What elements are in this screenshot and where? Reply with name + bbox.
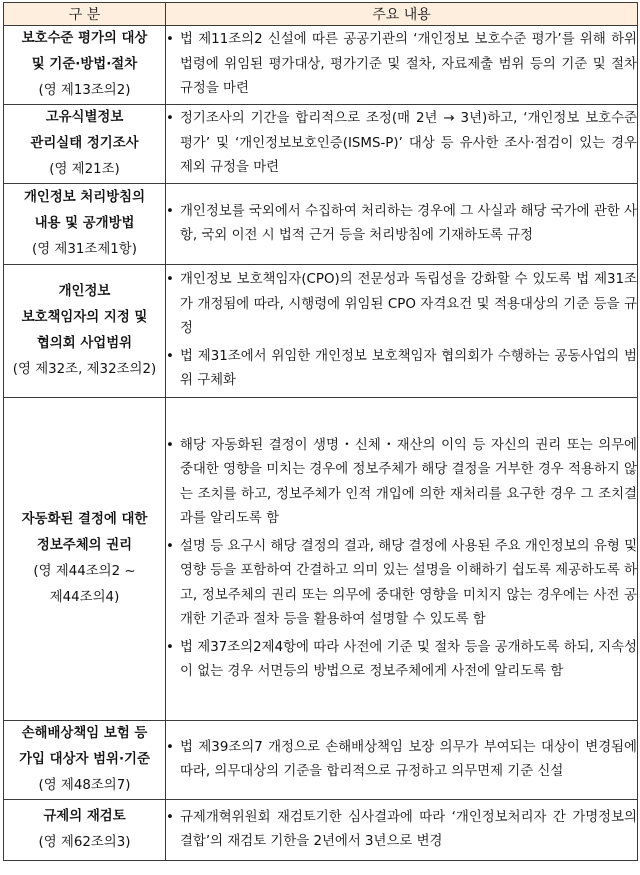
category-reference: (영 제48조의7) xyxy=(38,778,131,793)
content-cell xyxy=(166,265,638,398)
list-item xyxy=(166,200,637,249)
list-item xyxy=(166,535,637,633)
category-reference: 제44조의4) xyxy=(49,590,120,605)
bullet: • xyxy=(166,32,174,48)
item-text: 해당 자동화된 결정이 생명・신체・재산의 이익 등 자신의 권리 또는 의무에 중대한 영향을 미치는 경우에 정보주체가 해당 결정을 거부한 경우 적용하지 않는 조치를 하고, 정보주체가 인적 개입에 의한 재처리를 요구한 경우 그 조치결과를 알리도록 함 xyxy=(180,437,637,526)
category-title: 보호책임자의 지정 및 xyxy=(21,310,148,325)
list-item xyxy=(166,107,637,181)
category-reference: (영 제21조) xyxy=(49,162,120,177)
table-row xyxy=(4,265,638,398)
bullet: • xyxy=(166,203,174,219)
category-title: 및 기준·방법·절차 xyxy=(31,57,138,72)
category-title: 자동화된 결정에 대한 xyxy=(21,512,148,527)
table-header-row xyxy=(4,3,638,26)
list-item xyxy=(166,434,637,532)
category-title: 협의회 사업범위 xyxy=(36,336,133,351)
item-text: 설명 등 요구시 해당 결정의 결과, 해당 결정에 사용된 주요 개인정보의 유형 및 영향 등을 포함하여 간결하고 의미 있는 설명을 이해하기 쉽도록 제공하도록 하고, 정보주체의 권리 또는 의무에 중대한 영향을 미치지 않는 경우에는 사전 공개한 기준과 절차 등을 활용하여 설명할 수 있도록 함 xyxy=(180,538,637,627)
category-reference: (영 제13조의2) xyxy=(38,83,131,98)
category-title: 손해배상책임 보험 등 xyxy=(21,726,148,741)
bullet: • xyxy=(166,739,174,755)
bullet: • xyxy=(166,639,174,655)
category-title: 보호수준 평가의 대상 xyxy=(21,31,148,46)
category-title: 정보주체의 권리 xyxy=(36,538,133,553)
category-cell xyxy=(4,398,166,721)
category-reference: (영 제32조, 제32조의2) xyxy=(12,362,157,377)
list-item xyxy=(166,28,637,102)
category-title: 규제의 재검토 xyxy=(43,809,126,824)
category-title: 개인정보 xyxy=(58,284,111,299)
table-row xyxy=(4,184,638,265)
header-category: 구 분 xyxy=(4,3,166,26)
bullet: • xyxy=(166,272,174,288)
content-cell xyxy=(166,721,638,800)
table-row xyxy=(4,26,638,105)
bullet: • xyxy=(166,348,174,364)
item-text: 법 제11조의2 신설에 따른 공공기관의 ‘개인정보 보호수준 평가’를 위해 하위 법령에 위임된 평가대상, 평가기준 및 절차, 자료제출 범위 등의 기준 및 절차 규정을 마련 xyxy=(180,32,637,97)
item-text: 개인정보를 국외에서 수집하여 처리하는 경우에 그 사실과 해당 국가에 관한 사항, 국외 이전 시 법적 근거 등을 처리방침에 기재하도록 규정 xyxy=(180,203,637,243)
header-main-content: 주요 내용 xyxy=(166,3,638,26)
category-cell xyxy=(4,184,166,265)
bullet: • xyxy=(166,538,174,554)
item-text: 정기조사의 기간을 합리적으로 조정(매 2년 → 3년)하고, ‘개인정보 보호수준 평가’ 및 ‘개인정보보호인증(ISMS-P)’ 대상 등 유사한 조사·점검이 있는 경우 제외 규정을 마련 xyxy=(180,111,637,176)
content-cell xyxy=(166,800,638,861)
category-cell xyxy=(4,265,166,398)
table-row xyxy=(4,398,638,721)
category-cell xyxy=(4,721,166,800)
list-item xyxy=(166,268,637,342)
table-row xyxy=(4,105,638,184)
table-row xyxy=(4,800,638,861)
category-title: 관리실태 정기조사 xyxy=(30,136,139,151)
content-cell xyxy=(166,184,638,265)
category-cell xyxy=(4,105,166,184)
category-title: 개인정보 처리방침의 xyxy=(23,190,146,205)
table-row xyxy=(4,721,638,800)
bullet: • xyxy=(166,809,174,825)
category-reference: (영 제62조의3) xyxy=(38,835,131,850)
category-reference: (영 제44조의2 ~ xyxy=(33,564,136,579)
content-cell xyxy=(166,26,638,105)
list-item xyxy=(166,345,637,394)
category-cell xyxy=(4,26,166,105)
category-title: 내용 및 공개방법 xyxy=(34,216,135,231)
content-cell xyxy=(166,398,638,721)
list-item xyxy=(166,806,637,855)
content-cell xyxy=(166,105,638,184)
category-cell xyxy=(4,800,166,861)
regulation-table xyxy=(3,2,638,861)
item-text: 법 제37조의2제4항에 따라 사전에 기준 및 절차 등을 공개하도록 하되, 지속성이 없는 경우 서면등의 방법으로 정보주체에게 사전에 알리도록 함 xyxy=(180,639,637,679)
category-title: 고유식별정보 xyxy=(45,110,124,125)
bullet: • xyxy=(166,437,174,453)
item-text: 개인정보 보호책임자(CPO)의 전문성과 독립성을 강화할 수 있도록 법 제31조가 개정됨에 따라, 시행령에 위임된 CPO 자격요건 및 적용대상의 기준 등을 규정 xyxy=(180,272,637,337)
bullet: • xyxy=(166,111,174,127)
list-item xyxy=(166,736,637,785)
list-item xyxy=(166,636,637,685)
item-text: 법 제39조의7 개정으로 손해배상책임 보장 의무가 부여되는 대상이 변경됨에 따라, 의무대상의 기준을 합리적으로 규정하고 의무면제 기준 신설 xyxy=(180,739,637,779)
category-reference: (영 제31조제1항) xyxy=(32,242,137,257)
category-title: 가입 대상자 범위·기준 xyxy=(19,752,150,767)
item-text: 규제개혁위원회 재검토기한 심사결과에 따라 ‘개인정보처리자 간 가명정보의 결합’의 재검토 기한을 2년에서 3년으로 변경 xyxy=(180,809,637,849)
item-text: 법 제31조에서 위임한 개인정보 보호책임자 협의회가 수행하는 공동사업의 범위 구체화 xyxy=(180,348,637,389)
